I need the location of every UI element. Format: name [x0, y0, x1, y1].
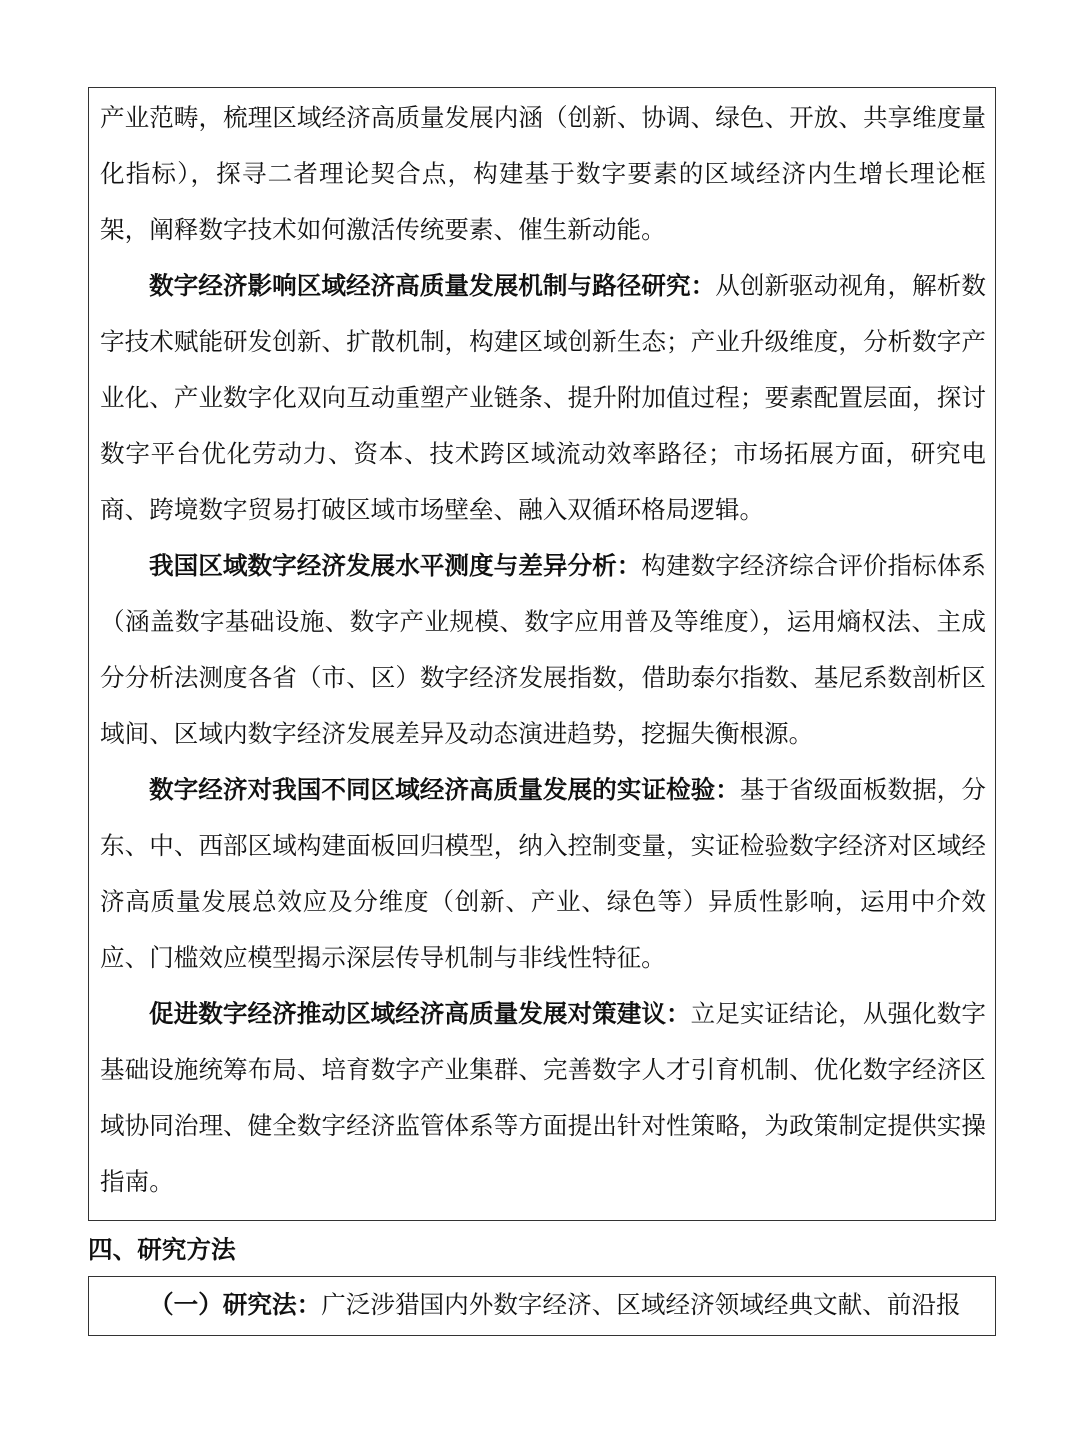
paragraph-text: 产业范畴，梳理区域经济高质量发展内涵（创新、协调、绿色、开放、共享维度量化指标），探寻二者理论契合点，构建基于数字要素的区域经济内生增长理论框架，阐释数字技术如何激活传统要素、催生新动能。 [100, 103, 986, 244]
content-box-inner [100, 1279, 986, 1331]
paragraph-measurement [100, 538, 986, 762]
paragraph-literature-method [100, 1279, 986, 1331]
paragraph-title: 我国区域数字经济发展水平测度与差异分析： [149, 551, 642, 580]
paragraph-mechanism-path [100, 258, 986, 538]
paragraph-empirical-test [100, 762, 986, 986]
content-box-methods [88, 1276, 996, 1336]
paragraph-theory-framework [100, 90, 986, 258]
paragraph-policy-suggestions [100, 986, 986, 1210]
paragraph-text: 立足实证结论，从强化数字基础设施统筹布局、培育数字产业集群、完善数字人才引育机制、优化数字经济区域协同治理、健全数字经济监管体系等方面提出针对性策略，为政策制定提供实操指南。 [100, 999, 986, 1196]
paragraph-text: 广泛涉猎国内外数字经济、区域经济领域经典文献、前沿报 [321, 1290, 961, 1319]
paragraph-title: 促进数字经济推动区域经济高质量发展对策建议： [149, 999, 691, 1028]
paragraph-text: 从创新驱动视角，解析数字技术赋能研发创新、扩散机制，构建区域创新生态；产业升级维度，分析数字产业化、产业数字化双向互动重塑产业链条、提升附加值过程；要素配置层面，探讨数字平台优化劳动力、资本、技术跨区域流动效率路径；市场拓展方面，研究电商、跨境数字贸易打破区域市场壁垒、融入双循环格局逻辑。 [100, 271, 986, 524]
content-box-inner [100, 90, 986, 1210]
section-heading-research-methods: 四、研究方法 [88, 1235, 236, 1264]
paragraph-title: （一）研究法： [149, 1290, 322, 1319]
paragraph-text: 基于省级面板数据，分东、中、西部区域构建面板回归模型，纳入控制变量，实证检验数字经济对区域经济高质量发展总效应及分维度（创新、产业、绿色等）异质性影响，运用中介效应、门槛效应模型揭示深层传导机制与非线性特征。 [100, 775, 986, 972]
paragraph-text: 构建数字经济综合评价指标体系（涵盖数字基础设施、数字产业规模、数字应用普及等维度），运用熵权法、主成分分析法测度各省（市、区）数字经济发展指数，借助泰尔指数、基尼系数剖析区域间、区域内数字经济发展差异及动态演进趋势，挖掘失衡根源。 [100, 551, 986, 748]
content-box-research [88, 87, 996, 1221]
paragraph-title: 数字经济影响区域经济高质量发展机制与路径研究： [149, 271, 716, 300]
paragraph-title: 数字经济对我国不同区域经济高质量发展的实证检验： [149, 775, 740, 804]
